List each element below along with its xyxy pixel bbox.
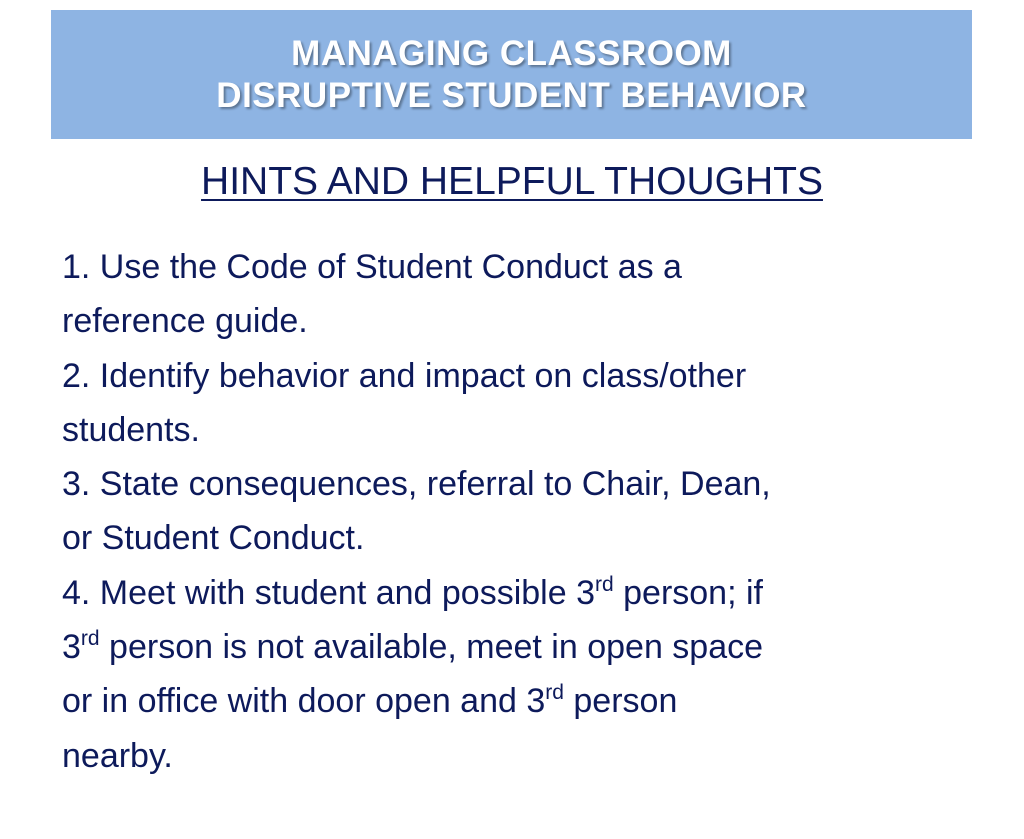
hint-4-text-c: 3 [62,628,81,667]
subtitle-text: HINTS AND HELPFUL THOUGHTS [201,160,823,203]
hint-4-line-2 [62,620,982,674]
hint-3-line-1: 3. State consequences, referral to Chair, Dean, [62,465,771,504]
hint-4-line-3 [62,674,982,728]
ordinal-suffix: rd [545,681,564,705]
title-line-2: DISRUPTIVE STUDENT BEHAVIOR [216,75,807,115]
subtitle [0,160,1024,204]
hint-2-line-2: students. [62,410,200,449]
hint-4-text-f: person [563,682,678,721]
hint-1-line-1: 1. Use the Code of Student Conduct as a [62,248,682,286]
hint-1-line-2: reference guide. [62,302,308,341]
hint-2-line-1: 2. Identify behavior and impact on class/other [62,356,747,395]
ordinal-suffix: rd [595,572,614,596]
hint-4-line-1 [62,566,982,620]
hint-4-text-a: 4. Meet with student and possible 3 [62,573,595,612]
hint-4-text-e: or in office with door open and 3 [62,682,546,721]
ordinal-suffix: rd [80,627,100,651]
title-line-1: MANAGING CLASSROOM [291,33,732,73]
hints-list [62,240,982,783]
title-banner [51,10,972,139]
hint-4-line-4: nearby. [62,736,173,775]
hint-3-line-2: or Student Conduct. [62,519,365,558]
hint-4-text-d: person is not available, meet in open space [99,628,764,667]
hint-4-text-b: person; if [613,573,763,612]
